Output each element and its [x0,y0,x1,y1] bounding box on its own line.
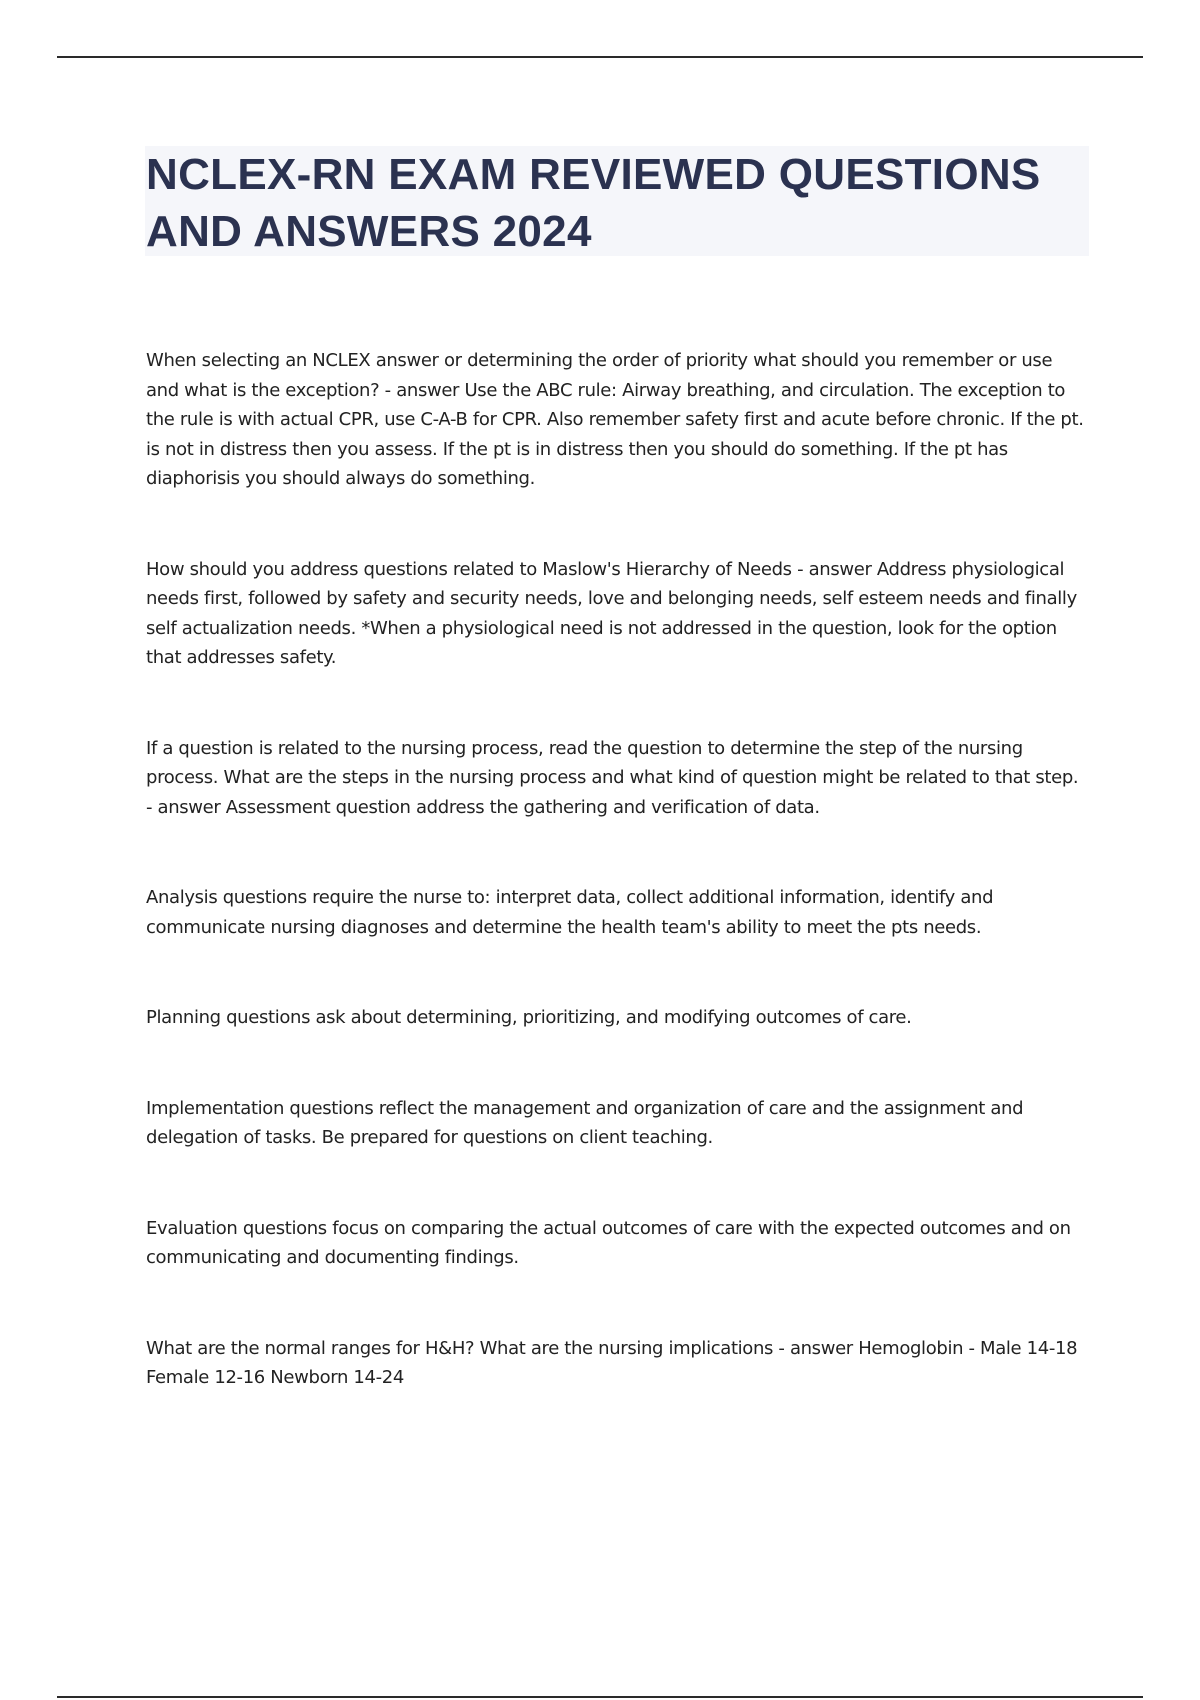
top-divider [57,56,1143,58]
qa-paragraph-abc-rule: When selecting an NCLEX answer or determining the order of priority what should you remember or use and what is the exception? - answer Use the ABC rule: Airway breathing, and circulation. The exception to the rule is with actual CPR, use C-A-B for CPR. Also remember safety first and acute before chronic. If the pt. is not in distress then you assess. If the pt is in distress then you should do something. If the pt has diaphorisis you should always do something. [146,350,1084,489]
bottom-divider [57,1696,1143,1698]
qa-paragraph-implementation: Implementation questions reflect the management and organization of care and the assignment and delegation of tasks. Be prepared for questions on client teaching. [146,1097,1024,1148]
page-title: NCLEX-RN EXAM REVIEWED QUESTIONS AND ANSWERS 2024 [146,150,1041,256]
qa-paragraph-nursing-process: If a question is related to the nursing process, read the question to determine the step of the nursing process. What are the steps in the nursing process and what kind of question might be related to that step. - answer Assessment question address the gathering and verification of data. [146,737,1079,818]
qa-paragraph-hh-ranges: What are the normal ranges for H&H? What are the nursing implications - answer Hemoglobin - Male 14-18 Female 12-16 Newborn 14-24 [146,1337,1078,1388]
qa-paragraph-analysis: Analysis questions require the nurse to: interpret data, collect additional information, identify and communicate nursing diagnoses and determine the health team's ability to meet the pts needs. [146,887,994,938]
qa-paragraph-evaluation: Evaluation questions focus on comparing the actual outcomes of care with the expected outcomes and on communicating and documenting findings. [146,1217,1071,1268]
qa-content [146,346,1086,1454]
qa-paragraph-planning: Planning questions ask about determining, prioritizing, and modifying outcomes of care. [146,1007,912,1028]
qa-paragraph-maslow: How should you address questions related to Maslow's Hierarchy of Needs - answer Address physiological needs first, followed by safety and security needs, love and belonging needs, self esteem needs and finally self actualization needs. *When a physiological need is not addressed in the question, look for the option that addresses safety. [146,558,1077,668]
